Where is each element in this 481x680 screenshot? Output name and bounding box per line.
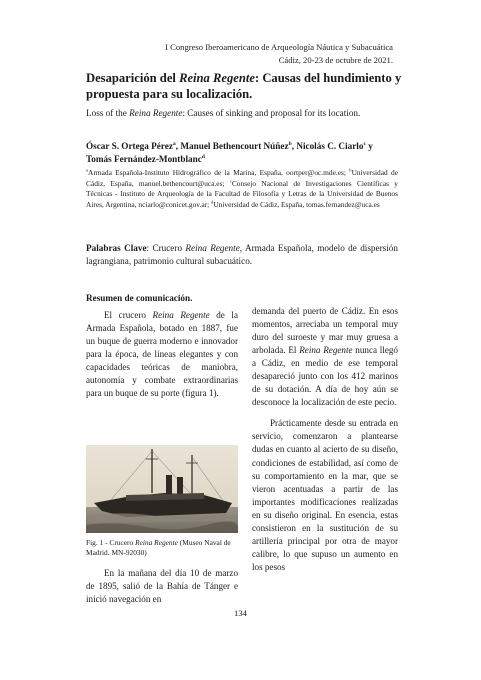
affil-sup-b: b [349,167,352,173]
affil-sup-c: c [229,178,232,184]
title-text: Desaparición del [86,71,180,85]
title-text-rest: : Causas del hundimiento y propuesta para su localización. [86,71,402,101]
ship-photograph [86,445,238,533]
title-ship-name: Reina Regente [179,71,255,85]
conference-date: Cádiz, 20-23 de octubre de 2021. [278,55,393,65]
author-4: Tomás Fernández-Montblanc [86,154,202,164]
author-4-sup: d [201,153,205,160]
caption-text-rest: (Museo Naval de Madrid. MN-92030) [86,538,231,557]
left-p1-text-rest: de la Armada Española, botado en 1887, fue un buque de guerra moderno e innovador para la época, de líneas elegantes y con capacidades teóricas de maniobra, autonomía y combate extraordinarias para un buque de su porte (figura 1). [86,310,238,399]
caption-ship-name: Reina Regente [135,538,178,547]
author-3-sup: c [363,140,366,147]
left-column-paragraph-1 [86,309,238,400]
author-joiner: y [365,141,373,151]
keywords-text-rest: , Armada Española, modelo de dispersión lagrangiana, patrimonio cultural subacuático. [86,243,398,266]
english-title [86,107,416,119]
author-list: Óscar S. Ortega Pérez$^a$, Manuel Bethencourt Núñez$^b$, Nicolás C. Ciarlo$^c$ y Tomás Fernández-Montblanc$^d$ [86,140,373,164]
keywords-text: : Crucero [146,243,186,253]
author-1: Óscar S. Ortega Pérez [86,141,173,151]
right-p1-text-rest: nunca llegó a Cádiz, en medio de ese temporal desapareció junto con los 412 marinos de su dotación. A día de hoy aún se desconoce la localización de este pecio. [252,345,398,408]
author-1-sup: a [172,140,176,147]
affiliations [86,168,398,210]
conference-header: I Congreso Iberoamericano de Arqueología Náutica y Subacuática [165,42,393,52]
affil-a: Armada Española-Instituto Hidrográfico de la Marina, España, oortper@oc.mde.es; [88,168,350,177]
author-2: Manuel Bethencourt Núñez [180,141,289,151]
keywords [86,242,398,268]
right-column [252,305,398,582]
right-p1-ship-name: Reina Regente [299,345,353,356]
figure-caption [86,538,238,558]
left-p1-text: El crucero [104,310,153,320]
right-column-paragraph-2: Prácticamente desde su entrada en servicio, comenzaron a plantearse dudas en cuanto al acierto de su diseño, condiciones de estabilidad, así como de su comportamiento en la mar, que se vieron acentuadas a partir de las importantes modificaciones realizadas en su diseño original. En esencia, estas consistieron en la sustitución de su artillería principal por otra de mayor calibre, lo que supuso un aumento en los pesos [252,418,398,572]
left-column-paragraph-2: En la mañana del día 10 de marzo de 1895, salió de la Bahía de Tánger e inició navegación en [86,568,238,605]
right-column-paragraph-1 [252,305,398,409]
keywords-label: Palabras Clave [86,243,147,253]
english-title-text-rest: : Causes of sinking and proposal for its location. [182,108,361,118]
author-2-sup: b [288,140,292,147]
affil-b: Universidad de Cádiz, España, manuel.bethencourt@uca.es; [86,168,398,188]
page-number: 134 [234,608,247,618]
english-title-text: Loss of the [86,108,130,118]
section-heading: Resumen de comunicación. [86,293,193,303]
author-3: Nicolás C. Ciarlo [296,141,364,151]
left-p1-ship-name: Reina Regente [152,310,210,320]
paper-title [86,70,406,102]
english-title-ship-name: Reina Regente [129,108,183,118]
right-p1-text: demanda del puerto de Cádiz. En esos momentos, arreciaba un temporal muy duro del suroeste y mar muy gruesa a arbolada. El [252,306,398,356]
keywords-ship-name: Reina Regente [185,243,240,253]
affil-sup-d: d [211,199,214,205]
affil-c: Consejo Nacional de Investigaciones Científicas y Técnicas - Instituto de Arqueología de la Facultad de Filosofía y Letras de la Universidad de Buenos Aires, Argentina, nciarlo@conicet.gov.ar; [86,178,398,209]
affil-d: Universidad de Cádiz, España, tomas.fernandez@uca.es [213,199,380,209]
affil-sup-a: a [86,167,89,173]
caption-text: Fig. 1 - Crucero [86,538,136,547]
cruiser-photo-image [86,445,238,533]
